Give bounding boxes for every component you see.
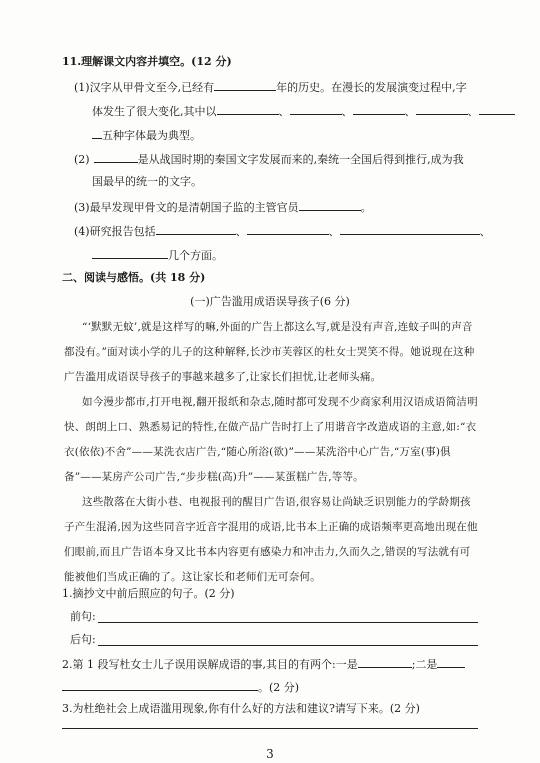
q11-1-text-a: (1)汉字从甲骨文至今,已经有: [74, 81, 215, 94]
q11-line5: 国最早的统一的文字。: [92, 175, 202, 188]
section2-title: 二、阅读与感悟。(共 18 分): [62, 271, 206, 284]
q11-2-blank-5[interactable]: [479, 103, 515, 115]
question-3: 3.为杜绝社会上成语滥用现象,你有什么好的方法和建议?请写下来。(2 分): [62, 702, 420, 715]
q11-line7: [74, 223, 491, 239]
q11-4-blank[interactable]: [94, 151, 138, 163]
question-1-back-blank[interactable]: [98, 645, 478, 646]
question-3-blank[interactable]: [62, 728, 478, 729]
q11-line1: [74, 79, 467, 95]
q11-6-text: (3)最早发现甲骨文的是清朝国子监的主管官员: [74, 201, 299, 214]
question-2-second: ;二是: [411, 658, 438, 671]
question-2-text: 2.第 1 段写杜女士儿子误用误解成语的事,其目的有两个:一是: [62, 658, 358, 671]
question-2-blank-3[interactable]: [62, 679, 258, 691]
q11-8-text: 几个方面。: [168, 249, 223, 262]
q11-7-sep-1: 、: [235, 225, 247, 238]
q11-7-sep-2: 、: [328, 225, 340, 238]
q11-1-text-b: 年的历史。在漫长的发展演变过程中,字: [276, 81, 467, 94]
q11-2-blank-4[interactable]: [416, 103, 468, 115]
q11-2-sep-1: 、: [278, 105, 290, 118]
q11-1-blank[interactable]: [214, 79, 276, 91]
q11-line8: [92, 247, 223, 263]
q11-7-blank-1[interactable]: [156, 223, 236, 235]
passage-paragraph-1: “‘默默无蚊’,就是这样写的嘛,外面的广告上都这么写,就是没有声音,连蚊子叫的声音都没有。”面对读小学的儿子的这种解释,长沙市芙蓉区的杜女士哭笑不得。她说现在这种广告滥用成语误导孩子的事越来越多了,让家长们担忧,让老师头痛。: [64, 321, 475, 383]
q11-7-blank-2[interactable]: [247, 223, 329, 235]
reading-subtitle: (一)广告滥用成语误导孩子(6 分): [190, 295, 350, 308]
question-2-score: 。(2 分): [258, 681, 300, 694]
q11-line2: [92, 103, 515, 119]
question-1-back-label: 后句:: [70, 633, 96, 646]
q11-8-blank[interactable]: [92, 247, 168, 259]
question-1: 1.摘抄文中前后照应的句子。(2 分): [62, 587, 235, 600]
q11-2-text: 体发生了很大变化,其中以: [92, 105, 217, 118]
q11-6-end: 。: [360, 201, 372, 214]
passage-paragraph-3: 这些散落在大街小巷、电视报刊的醒目广告语,很容易让尚缺乏识别能力的学龄期孩子产生混淆,因为这些同音字近音字混用的成语,比书本上正确的成语频率更高地出现在他们眼前,而且广告语本身又比书本内容更有感染力和冲击力,久而久之,错误的写法就有可能被他们当成正确的了。这让家长和老师们无可奈何。: [64, 496, 478, 583]
q11-2-blank-1[interactable]: [217, 103, 279, 115]
question-2-blank-2[interactable]: [437, 656, 465, 668]
q11-2-sep-2: 、: [341, 105, 353, 118]
q11-2-sep-4: 、: [467, 105, 479, 118]
question-2: [62, 656, 465, 672]
question-2-blank-1[interactable]: [358, 656, 412, 668]
q11-7-sep-3: 、: [479, 225, 491, 238]
q11-2-sep-3: 、: [404, 105, 416, 118]
question-1-front-label: 前句:: [70, 610, 96, 623]
q11-title: 11.理解课文内容并填空。(12 分): [62, 55, 232, 68]
q11-2-label: (2): [74, 153, 90, 166]
q11-2-blank-2[interactable]: [290, 103, 342, 115]
q11-7-text: (4)研究报告包括: [74, 225, 156, 238]
q11-4-text: 是从战国时期的秦国文字发展而来的,秦统一全国后得到推行,成为我: [137, 153, 464, 166]
q11-line6: [74, 199, 372, 215]
q11-3-blank[interactable]: [92, 127, 102, 139]
passage-paragraph-2: 如今漫步都市,打开电视,翻开报纸和杂志,随时都可发现不少商家利用汉语成语简洁明快、朗朗上口、熟悉易记的特性,在做产品广告时打上了用谐音字改造成语的主意,如:“衣衣(依依)不舍”——某洗衣店广告,“随心所浴(欲)”——某洗浴中心广告,“万室(事)俱备”——某房产公司广告,“步步糕(高)升”——某蛋糕广告,等等。: [64, 396, 478, 483]
q11-6-blank[interactable]: [299, 199, 361, 211]
page-number: 3: [266, 747, 274, 761]
q11-3-text: 五种字体最为典型。: [102, 129, 201, 142]
q11-line4: [74, 151, 464, 167]
q11-2-blank-3[interactable]: [353, 103, 405, 115]
question-1-front-blank[interactable]: [98, 622, 478, 623]
q11-line3: [92, 127, 201, 143]
q11-7-blank-3[interactable]: [340, 223, 480, 235]
question-2-cont: [62, 679, 299, 695]
